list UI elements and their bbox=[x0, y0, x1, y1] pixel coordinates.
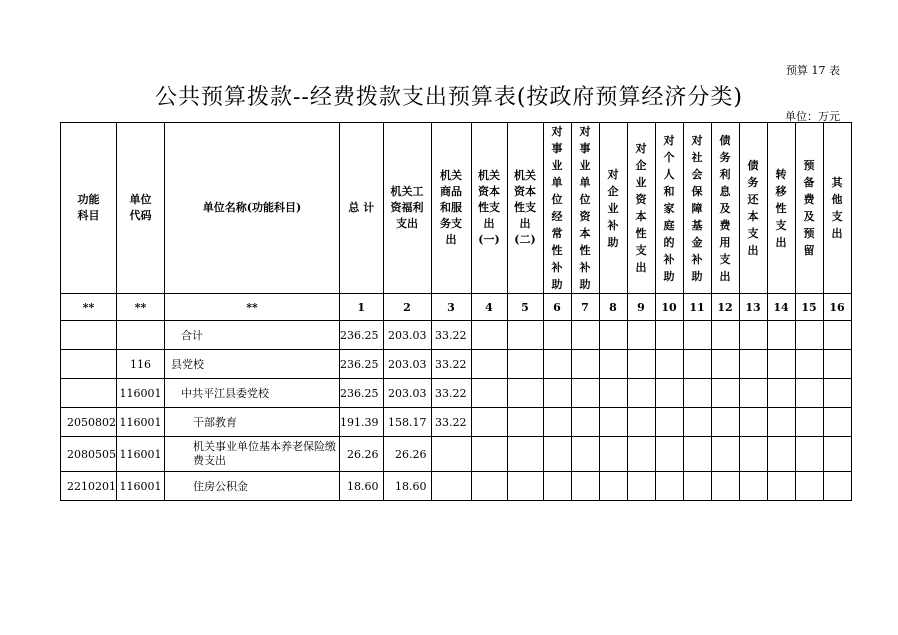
header-c8: 对企业补助 bbox=[599, 123, 627, 294]
header-unit-name: 单位名称(功能科目) bbox=[165, 123, 340, 294]
num-cell: 5 bbox=[507, 294, 543, 321]
func-code-cell bbox=[61, 350, 117, 379]
table-row bbox=[61, 408, 852, 437]
budget-table bbox=[60, 122, 852, 501]
num-cell: ** bbox=[165, 294, 340, 321]
c2-cell: 18.60 bbox=[383, 472, 431, 501]
c2-cell: 203.03 bbox=[383, 350, 431, 379]
num-cell: 16 bbox=[823, 294, 851, 321]
num-cell: 10 bbox=[655, 294, 683, 321]
header-c12: 债务利息及费用支出 bbox=[711, 123, 739, 294]
column-number-row bbox=[61, 294, 852, 321]
total-cell: 236.25 bbox=[340, 379, 384, 408]
header-c16: 其他支出 bbox=[823, 123, 851, 294]
total-cell: 191.39 bbox=[340, 408, 384, 437]
unit-code-cell bbox=[117, 321, 165, 350]
header-c10: 对个人和家庭的补助 bbox=[655, 123, 683, 294]
num-cell: 3 bbox=[431, 294, 471, 321]
unit-code-cell: 116 bbox=[117, 350, 165, 379]
num-cell: 13 bbox=[739, 294, 767, 321]
unit-code-cell: 116001 bbox=[117, 472, 165, 501]
table-row bbox=[61, 379, 852, 408]
table-row bbox=[61, 472, 852, 501]
header-c2: 机关工资福利支出 bbox=[383, 123, 431, 294]
header-unit-code: 单位代码 bbox=[117, 123, 165, 294]
unit-code-cell: 116001 bbox=[117, 379, 165, 408]
c3-cell bbox=[431, 437, 471, 472]
c2-cell: 158.17 bbox=[383, 408, 431, 437]
num-cell: 4 bbox=[471, 294, 507, 321]
header-c6: 对事业单位经常性补助 bbox=[543, 123, 571, 294]
c3-cell bbox=[431, 472, 471, 501]
num-cell: 15 bbox=[795, 294, 823, 321]
table-row bbox=[61, 437, 852, 472]
num-cell: 2 bbox=[383, 294, 431, 321]
header-total: 总 计 bbox=[340, 123, 384, 294]
num-cell: ** bbox=[117, 294, 165, 321]
func-code-cell: 2050802 bbox=[61, 408, 117, 437]
unit-name-cell: 干部教育 bbox=[165, 408, 340, 437]
header-c4: 机关资本性支出(一) bbox=[471, 123, 507, 294]
c3-cell: 33.22 bbox=[431, 379, 471, 408]
c3-cell: 33.22 bbox=[431, 321, 471, 350]
num-cell: 9 bbox=[627, 294, 655, 321]
unit-label: 单位：万元 bbox=[785, 110, 840, 123]
unit-name-cell: 中共平江县委党校 bbox=[165, 379, 340, 408]
num-cell: 12 bbox=[711, 294, 739, 321]
num-cell: 11 bbox=[683, 294, 711, 321]
header-c15: 预备费及预留 bbox=[795, 123, 823, 294]
form-number: 预算 17 表 bbox=[786, 64, 840, 77]
header-c11: 对社会保障基金补助 bbox=[683, 123, 711, 294]
c2-cell: 203.03 bbox=[383, 379, 431, 408]
table-row bbox=[61, 350, 852, 379]
num-cell: 8 bbox=[599, 294, 627, 321]
c2-cell: 203.03 bbox=[383, 321, 431, 350]
header-func-code: 功能科目 bbox=[61, 123, 117, 294]
c3-cell: 33.22 bbox=[431, 408, 471, 437]
unit-code-cell: 116001 bbox=[117, 408, 165, 437]
unit-name-cell: 县党校 bbox=[165, 350, 340, 379]
total-cell: 236.25 bbox=[340, 321, 384, 350]
header-c7: 对事业单位资本性补助 bbox=[571, 123, 599, 294]
unit-name-cell: 合计 bbox=[165, 321, 340, 350]
total-cell: 236.25 bbox=[340, 350, 384, 379]
func-code-cell bbox=[61, 321, 117, 350]
total-cell: 26.26 bbox=[340, 437, 384, 472]
num-cell: 14 bbox=[767, 294, 795, 321]
num-cell: 7 bbox=[571, 294, 599, 321]
func-code-cell: 2080505 bbox=[61, 437, 117, 472]
num-cell: ** bbox=[61, 294, 117, 321]
c3-cell: 33.22 bbox=[431, 350, 471, 379]
num-cell: 6 bbox=[543, 294, 571, 321]
header-c3: 机关商品和服务支出 bbox=[431, 123, 471, 294]
header-c14: 转移性支出 bbox=[767, 123, 795, 294]
func-code-cell bbox=[61, 379, 117, 408]
header-c5: 机关资本性支出(二) bbox=[507, 123, 543, 294]
c2-cell: 26.26 bbox=[383, 437, 431, 472]
total-cell: 18.60 bbox=[340, 472, 384, 501]
num-cell: 1 bbox=[340, 294, 384, 321]
table-row bbox=[61, 321, 852, 350]
func-code-cell: 2210201 bbox=[61, 472, 117, 501]
header-row bbox=[61, 123, 852, 294]
unit-name-cell: 机关事业单位基本养老保险缴费支出 bbox=[165, 437, 340, 472]
page-title: 公共预算拨款--经费拨款支出预算表(按政府预算经济分类) bbox=[154, 85, 744, 110]
unit-code-cell: 116001 bbox=[117, 437, 165, 472]
header-c13: 债务还本支出 bbox=[739, 123, 767, 294]
unit-name-cell: 住房公积金 bbox=[165, 472, 340, 501]
header-c9: 对企业资本性支出 bbox=[627, 123, 655, 294]
